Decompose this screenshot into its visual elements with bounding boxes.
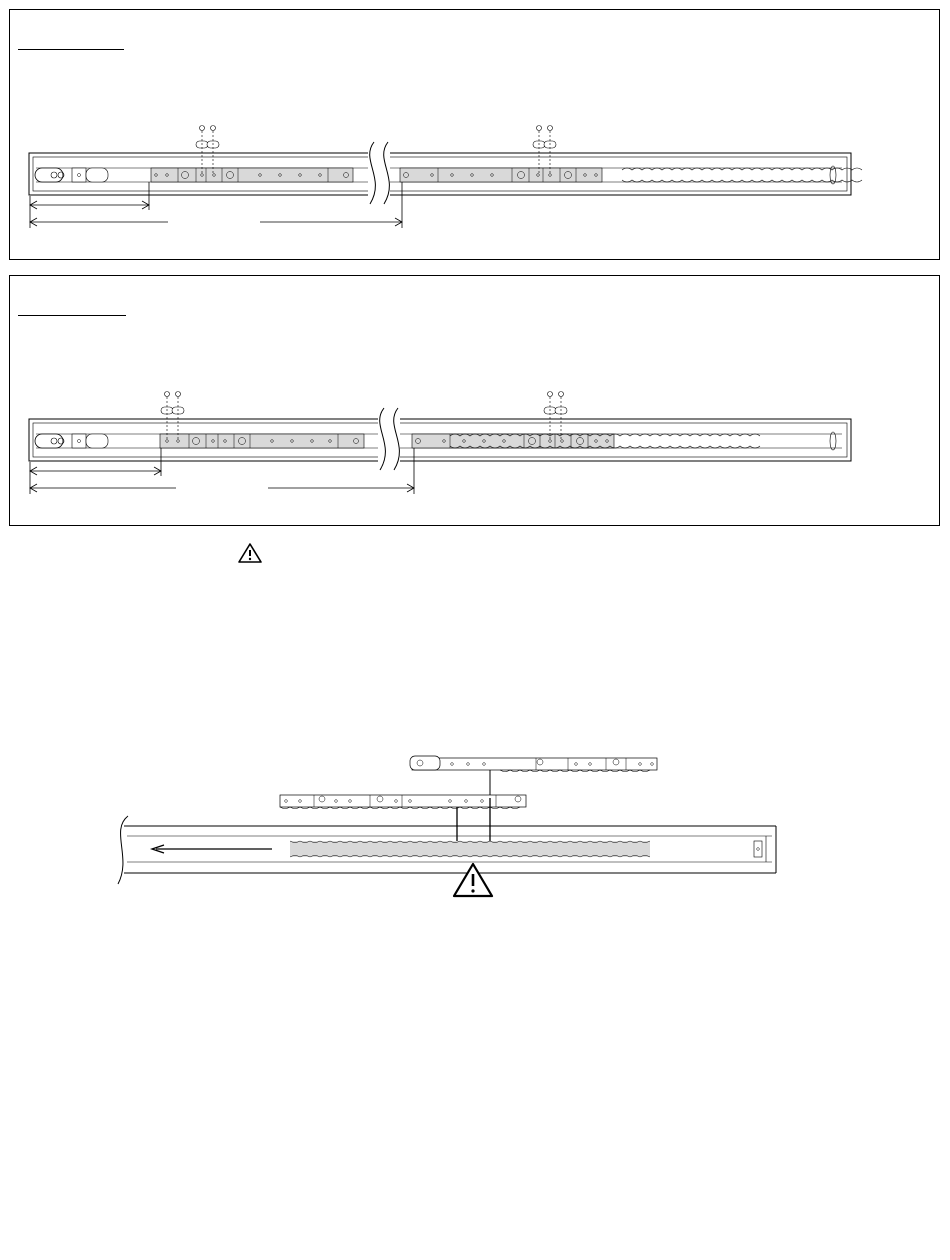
chain-insertion-diagram [100,740,790,905]
rail-diagram-panel-1 [9,9,940,260]
warning-triangle-icon [237,542,263,564]
rail-assembly-2 [10,276,940,526]
warning-triangle-icon [454,864,492,896]
rail-assembly-1 [10,10,940,260]
rail-section [118,816,776,884]
rail-diagram-panel-2 [9,275,940,526]
upper-chain-segment [410,756,657,772]
lower-chain-segment [280,795,526,809]
